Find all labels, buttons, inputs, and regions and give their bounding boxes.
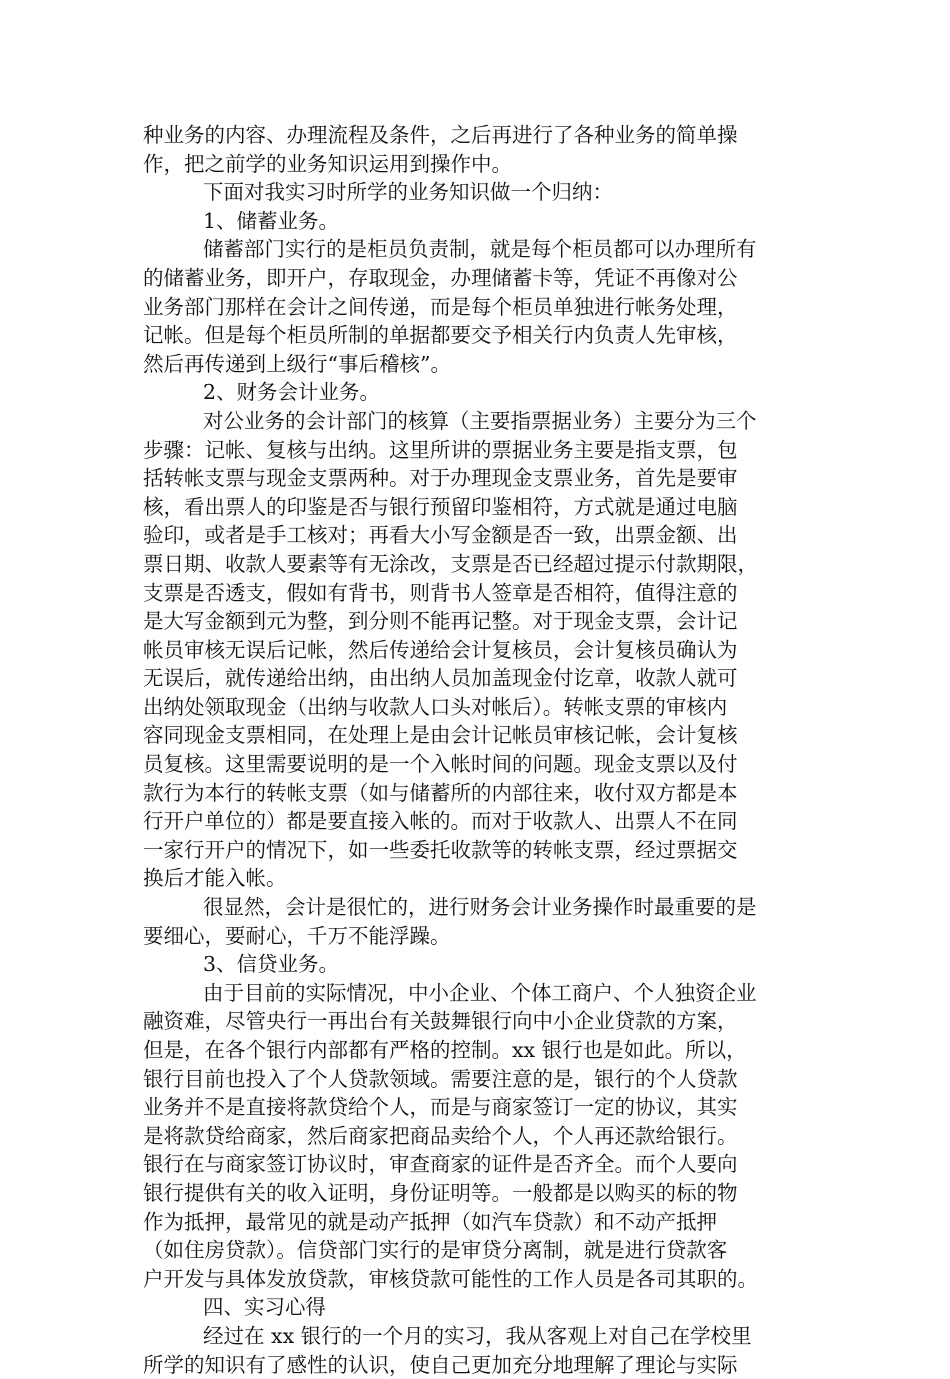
text-line: 下面对我实习时所学的业务知识做一个归纳： xyxy=(203,180,613,205)
text-line: 票日期、收款人要素等有无涂改，支票是否已经超过提示付款期限， xyxy=(143,551,758,576)
text-line: 行开户单位的）都是要直接入帐的。而对于收款人、出票人不在同 xyxy=(143,809,738,834)
text-line: 经过在 xx 银行的一个月的实习，我从客观上对自己在学校里 xyxy=(203,1323,752,1348)
text-line: 银行提供有关的收入证明，身份证明等。一般都是以购买的标的物 xyxy=(143,1180,738,1205)
text-line: 无误后，就传递给出纳，由出纳人员加盖现金付讫章，收款人就可 xyxy=(143,666,738,691)
text-line: （如住房贷款）。信贷部门实行的是审贷分离制，就是进行贷款客 xyxy=(143,1238,728,1263)
text-line: 由于目前的实际情况，中小企业、个体工商户、个人独资企业 xyxy=(203,980,757,1005)
text-line: 所学的知识有了感性的认识，使自己更加充分地理解了理论与实际 xyxy=(143,1352,738,1377)
text-line: 业务部门那样在会计之间传递，而是每个柜员单独进行帐务处理， xyxy=(143,294,738,319)
text-line: 支票是否透支，假如有背书，则背书人签章是否相符，值得注意的 xyxy=(143,580,738,605)
text-line: 然后再传递到上级行“事后稽核”。 xyxy=(143,351,451,376)
text-line: 换后才能入帐。 xyxy=(143,866,287,891)
text-line: 很显然，会计是很忙的，进行财务会计业务操作时最重要的是 xyxy=(203,895,757,920)
text-line: 银行目前也投入了个人贷款领域。需要注意的是，银行的个人贷款 xyxy=(143,1066,738,1091)
text-line: 是大写金额到元为整，到分则不能再记整。对于现金支票，会计记 xyxy=(143,609,738,634)
text-line: 括转帐支票与现金支票两种。对于办理现金支票业务，首先是要审 xyxy=(143,466,738,491)
text-line: 2、财务会计业务。 xyxy=(203,380,381,405)
text-line: 对公业务的会计部门的核算（主要指票据业务）主要分为三个 xyxy=(203,408,757,433)
text-line: 容同现金支票相同，在处理上是由会计记帐员审核记帐，会计复核 xyxy=(143,723,738,748)
text-line: 帐员审核无误后记帐，然后传递给会计复核员，会计复核员确认为 xyxy=(143,637,738,662)
text-line: 验印，或者是手工核对；再看大小写金额是否一致，出票金额、出 xyxy=(143,523,738,548)
text-line: 银行在与商家签订协议时，审查商家的证件是否齐全。而个人要向 xyxy=(143,1152,738,1177)
text-line: 业务并不是直接将款贷给个人，而是与商家签订一定的协议，其实 xyxy=(143,1095,738,1120)
text-line: 四、实习心得 xyxy=(203,1295,326,1320)
text-line: 户开发与具体发放贷款，审核贷款可能性的工作人员是各司其职的。 xyxy=(143,1266,758,1291)
text-line: 核，看出票人的印鉴是否与银行预留印鉴相符，方式就是通过电脑 xyxy=(143,494,738,519)
text-line: 但是，在各个银行内部都有严格的控制。xx 银行也是如此。所以， xyxy=(143,1038,747,1062)
text-line: 出纳处领取现金（出纳与收款人口头对帐后）。转帐支票的审核内 xyxy=(143,694,728,719)
text-line: 款行为本行的转帐支票（如与储蓄所的内部往来，收付双方都是本 xyxy=(143,780,738,805)
text-line: 种业务的内容、办理流程及条件，之后再进行了各种业务的简单操 xyxy=(143,123,738,147)
document-body xyxy=(143,121,811,1379)
text-line: 要细心，要耐心，千万不能浮躁。 xyxy=(143,923,451,948)
text-line: 一家行开户的情况下，如一些委托收款等的转帐支票，经过票据交 xyxy=(143,837,738,862)
text-line: 1、储蓄业务。 xyxy=(203,208,340,233)
text-line: 的储蓄业务，即开户，存取现金，办理储蓄卡等，凭证不再像对公 xyxy=(143,265,738,290)
text-line: 记帐。但是每个柜员所制的单据都要交予相关行内负责人先审核， xyxy=(143,323,738,348)
text-line: 储蓄部门实行的是柜员负责制，就是每个柜员都可以办理所有 xyxy=(203,237,757,262)
text-line: 是将款贷给商家，然后商家把商品卖给个人，个人再还款给银行。 xyxy=(143,1123,738,1148)
text-line: 步骤：记帐、复核与出纳。这里所讲的票据业务主要是指支票，包 xyxy=(143,437,738,462)
text-line: 作，把之前学的业务知识运用到操作中。 xyxy=(143,151,512,176)
text-line: 3、信贷业务。 xyxy=(203,952,340,977)
text-line: 作为抵押，最常见的就是动产抵押（如汽车贷款）和不动产抵押 xyxy=(143,1209,717,1234)
text-line: 融资难，尽管央行一再出台有关鼓舞银行向中小企业贷款的方案， xyxy=(143,1009,738,1034)
text-line: 员复核。这里需要说明的是一个入帐时间的问题。现金支票以及付 xyxy=(143,752,738,777)
